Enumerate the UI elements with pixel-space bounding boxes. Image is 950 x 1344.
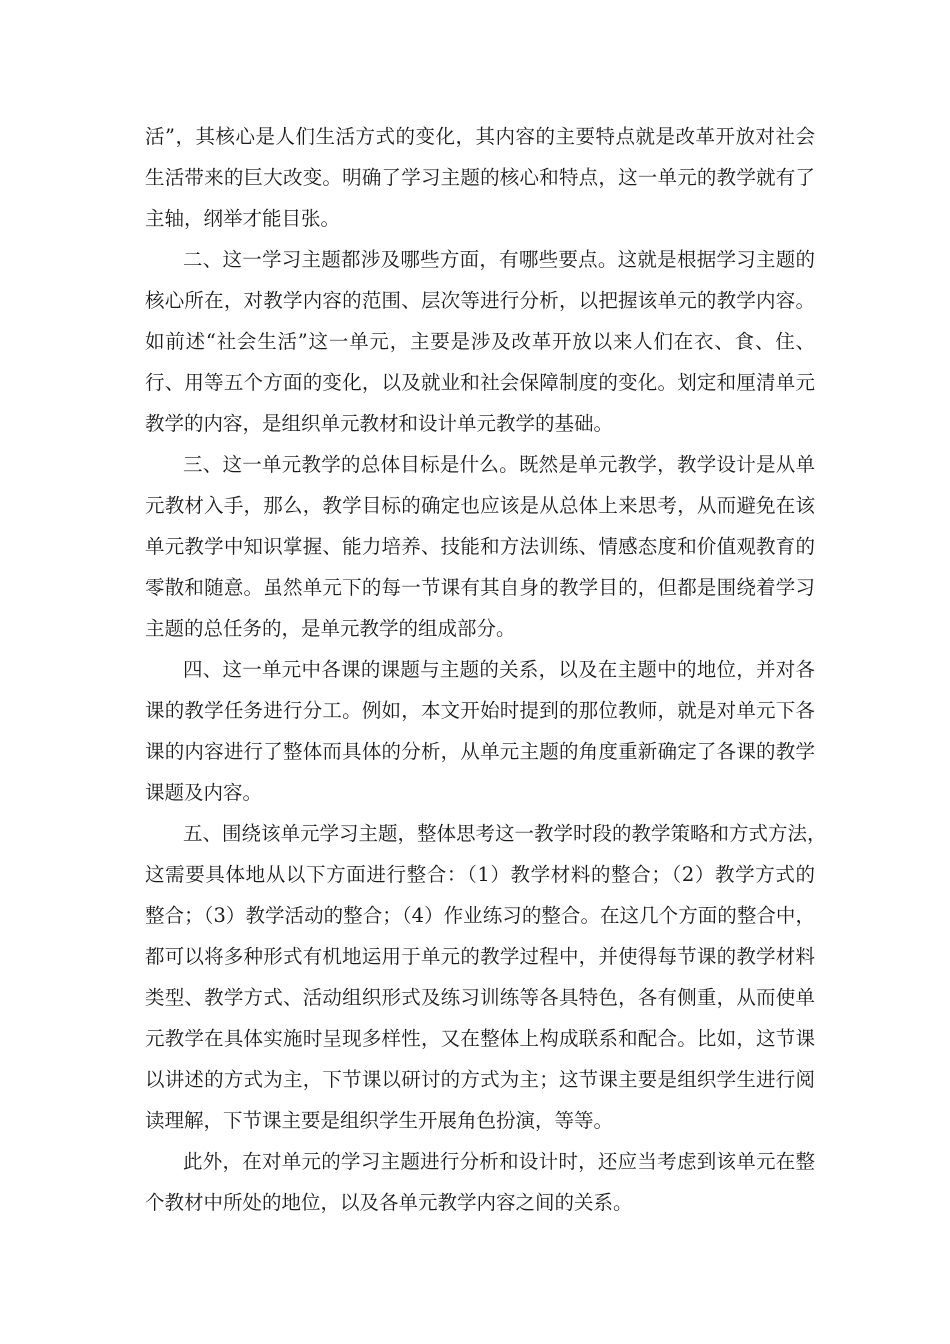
text-line: 课的内容进行了整体而具体的分析，从单元主题的角度重新确定了各课的教学	[145, 740, 815, 763]
text-line: 零散和随意。虽然单元下的每一节课有其自身的教学目的，但都是围绕着学习	[145, 576, 815, 599]
text-line: 教学的内容，是组织单元教材和设计单元教学的基础。	[145, 412, 614, 435]
text-line: 类型、教学方式、活动组织形式及练习训练等各具特色，各有侧重，从而使单	[145, 986, 815, 1009]
text-line: 都可以将多种形式有机地运用于单元的教学过程中，并使得每节课的教学材料	[145, 945, 815, 968]
text-line: 主题的总任务的，是单元教学的组成部分。	[145, 617, 516, 640]
paragraph-start-line: 此外，在对单元的学习主题进行分析和设计时，还应当考虑到该单元在整	[183, 1150, 815, 1173]
text-line: 读理解，下节课主要是组织学生开展角色扮演，等等。	[145, 1109, 614, 1132]
paragraph-start-line: 四、这一单元中各课的课题与主题的关系，以及在主题中的地位，并对各	[183, 658, 815, 681]
text-line: 主轴，纲举才能目张。	[145, 207, 341, 230]
text-line: 如前述“社会生活”这一单元，主要是涉及改革开放以来人们在衣、食、住、	[145, 330, 815, 353]
text-line: 以讲述的方式为主，下节课以研讨的方式为主；这节课主要是组织学生进行阅	[145, 1068, 815, 1091]
text-line: 生活带来的巨大改变。明确了学习主题的核心和特点，这一单元的教学就有了	[145, 166, 815, 189]
paragraph-start-line: 五、围绕该单元学习主题，整体思考这一教学时段的教学策略和方式方法，	[183, 822, 827, 845]
text-line: 这需要具体地从以下方面进行整合：（1）教学材料的整合；（2）教学方式的	[145, 863, 815, 886]
text-line: 活”，其核心是人们生活方式的变化，其内容的主要特点就是改革开放对社会	[145, 125, 815, 148]
text-line: 课题及内容。	[145, 781, 263, 804]
text-line: 课的教学任务进行分工。例如，本文开始时提到的那位教师，就是对单元下各	[145, 699, 815, 722]
text-line: 元教材入手，那么，教学目标的确定也应该是从总体上来思考，从而避免在该	[145, 494, 815, 517]
text-line: 单元教学中知识掌握、能力培养、技能和方法训练、情感态度和价值观教育的	[145, 535, 815, 558]
paragraph-start-line: 二、这一学习主题都涉及哪些方面，有哪些要点。这就是根据学习主题的	[183, 248, 815, 271]
paragraph-start-line: 三、这一单元教学的总体目标是什么。既然是单元教学，教学设计是从单	[183, 453, 815, 476]
text-line: 元教学在具体实施时呈现多样性，又在整体上构成联系和配合。比如，这节课	[145, 1027, 815, 1050]
text-line: 个教材中所处的地位，以及各单元教学内容之间的关系。	[145, 1191, 633, 1214]
text-line: 核心所在，对教学内容的范围、层次等进行分析，以把握该单元的教学内容。	[145, 289, 815, 312]
text-line: 行、用等五个方面的变化，以及就业和社会保障制度的变化。划定和厘清单元	[145, 371, 815, 394]
text-line: 整合；（3）教学活动的整合；（4）作业练习的整合。在这几个方面的整合中，	[145, 904, 815, 927]
